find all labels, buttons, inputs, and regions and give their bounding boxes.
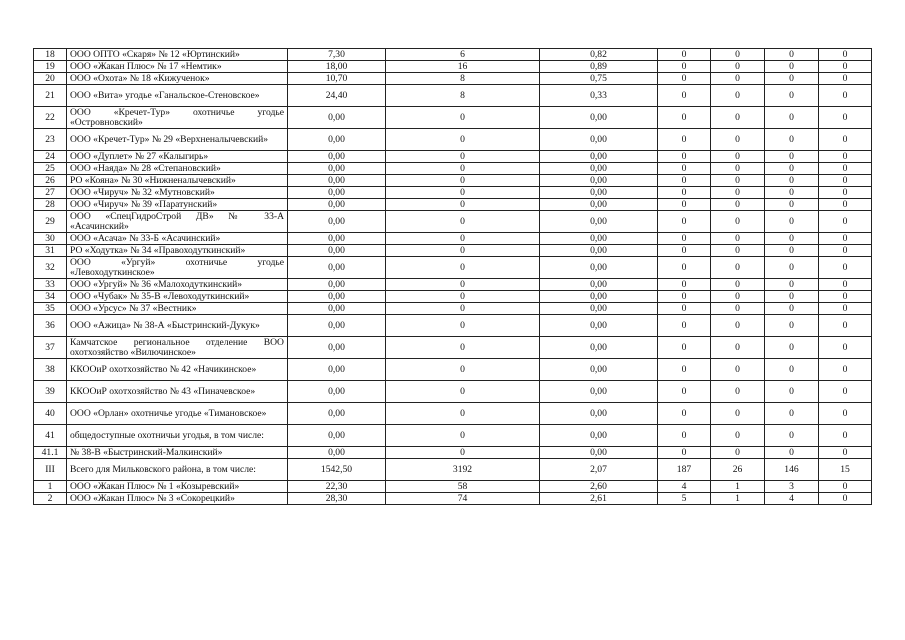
area-cell: 0,00: [288, 359, 386, 381]
quota-col-a-cell: 0: [711, 359, 765, 381]
row-number-cell: 34: [34, 291, 67, 303]
area-cell: 0,00: [288, 257, 386, 279]
area-cell: 0,00: [288, 211, 386, 233]
organization-name-cell: Всего для Мильковского района, в том числе:: [67, 459, 288, 481]
quota-col-b-cell: 146: [765, 459, 819, 481]
density-cell: 0,00: [540, 303, 658, 315]
quota-col-a-cell: 0: [711, 107, 765, 129]
quota-col-b-cell: 0: [765, 245, 819, 257]
quota-total-cell: 0: [658, 245, 711, 257]
quota-col-b-cell: 0: [765, 359, 819, 381]
quota-col-c-cell: 0: [819, 175, 872, 187]
organization-name-cell: ООО «Чируч» № 32 «Мутновский»: [67, 187, 288, 199]
count-cell: 8: [386, 85, 540, 107]
table-row: [34, 425, 872, 447]
quota-col-a-cell: 0: [711, 245, 765, 257]
quota-col-b-cell: 0: [765, 403, 819, 425]
area-cell: 24,40: [288, 85, 386, 107]
area-cell: 0,00: [288, 381, 386, 403]
quota-total-cell: 0: [658, 49, 711, 61]
density-cell: 0,00: [540, 291, 658, 303]
organization-name-cell: ООО «Кречет-Тур» охотничье угодье «Островновский»: [67, 107, 288, 129]
quota-total-cell: 5: [658, 493, 711, 505]
quota-col-a-cell: 0: [711, 257, 765, 279]
quota-total-cell: 0: [658, 257, 711, 279]
density-cell: 0,00: [540, 279, 658, 291]
organization-name-cell: РО «Ходутка» № 34 «Правоходуткинский»: [67, 245, 288, 257]
quota-col-b-cell: 0: [765, 447, 819, 459]
table-row: [34, 175, 872, 187]
row-number-cell: 33: [34, 279, 67, 291]
row-number-cell: 41: [34, 425, 67, 447]
quota-col-a-cell: 0: [711, 337, 765, 359]
organization-name-cell: Камчатское региональное отделение ВОО охотхозяйство «Вилючинское»: [67, 337, 288, 359]
quota-col-c-cell: 0: [819, 481, 872, 493]
quota-col-c-cell: 0: [819, 315, 872, 337]
quota-col-c-cell: 15: [819, 459, 872, 481]
area-cell: 0,00: [288, 279, 386, 291]
quota-col-c-cell: 0: [819, 49, 872, 61]
density-cell: 0,00: [540, 107, 658, 129]
count-cell: 0: [386, 233, 540, 245]
quota-col-a-cell: 0: [711, 279, 765, 291]
area-cell: 0,00: [288, 315, 386, 337]
quota-col-b-cell: 0: [765, 233, 819, 245]
quota-col-b-cell: 0: [765, 129, 819, 151]
quota-col-c-cell: 0: [819, 85, 872, 107]
quota-col-b-cell: 0: [765, 187, 819, 199]
organization-name-cell: ООО «Асача» № 33-Б «Асачинский»: [67, 233, 288, 245]
quota-col-b-cell: 0: [765, 381, 819, 403]
area-cell: 0,00: [288, 291, 386, 303]
count-cell: 0: [386, 425, 540, 447]
area-cell: 0,00: [288, 199, 386, 211]
quota-col-b-cell: 0: [765, 337, 819, 359]
density-cell: 0,00: [540, 233, 658, 245]
quota-col-b-cell: 0: [765, 175, 819, 187]
table-row: [34, 151, 872, 163]
area-cell: 0,00: [288, 163, 386, 175]
row-number-cell: 26: [34, 175, 67, 187]
count-cell: 0: [386, 403, 540, 425]
quota-col-a-cell: 1: [711, 481, 765, 493]
row-number-cell: 35: [34, 303, 67, 315]
document-sheet: [33, 48, 872, 505]
count-cell: 0: [386, 315, 540, 337]
count-cell: 0: [386, 175, 540, 187]
row-number-cell: 40: [34, 403, 67, 425]
quota-col-c-cell: 0: [819, 211, 872, 233]
quota-col-b-cell: 3: [765, 481, 819, 493]
quota-col-a-cell: 0: [711, 163, 765, 175]
quota-col-a-cell: 0: [711, 151, 765, 163]
count-cell: 0: [386, 129, 540, 151]
table-row: [34, 245, 872, 257]
quota-col-b-cell: 0: [765, 279, 819, 291]
quota-col-b-cell: 0: [765, 73, 819, 85]
quota-col-b-cell: 0: [765, 425, 819, 447]
table-row: [34, 381, 872, 403]
row-number-cell: 22: [34, 107, 67, 129]
quota-col-c-cell: 0: [819, 163, 872, 175]
row-number-cell: 41.1: [34, 447, 67, 459]
quota-col-c-cell: 0: [819, 359, 872, 381]
density-cell: 0,82: [540, 49, 658, 61]
row-number-cell: 27: [34, 187, 67, 199]
organization-name-cell: ККООиР охотхозяйство № 42 «Начикинское»: [67, 359, 288, 381]
quota-col-c-cell: 0: [819, 403, 872, 425]
count-cell: 0: [386, 151, 540, 163]
organization-name-cell: ООО «Жакан Плюс» № 1 «Козыревский»: [67, 481, 288, 493]
quota-total-cell: 0: [658, 381, 711, 403]
quota-total-cell: 0: [658, 291, 711, 303]
density-cell: 0,00: [540, 315, 658, 337]
count-cell: 6: [386, 49, 540, 61]
density-cell: 0,00: [540, 199, 658, 211]
density-cell: 0,00: [540, 425, 658, 447]
density-cell: 0,00: [540, 403, 658, 425]
density-cell: 2,61: [540, 493, 658, 505]
count-cell: 0: [386, 337, 540, 359]
quota-total-cell: 0: [658, 447, 711, 459]
density-cell: 0,00: [540, 175, 658, 187]
quota-total-cell: 0: [658, 315, 711, 337]
quota-col-a-cell: 0: [711, 175, 765, 187]
area-cell: 0,00: [288, 187, 386, 199]
quota-total-cell: 0: [658, 85, 711, 107]
organization-name-cell: ООО «Вита» угодье «Ганальское-Стеновское»: [67, 85, 288, 107]
quota-col-c-cell: 0: [819, 279, 872, 291]
quota-col-c-cell: 0: [819, 187, 872, 199]
area-cell: 1542,50: [288, 459, 386, 481]
quota-total-cell: 0: [658, 175, 711, 187]
organization-name-cell: общедоступные охотничьи угодья, в том числе:: [67, 425, 288, 447]
row-number-cell: 39: [34, 381, 67, 403]
quota-col-b-cell: 0: [765, 85, 819, 107]
quota-col-a-cell: 0: [711, 73, 765, 85]
count-cell: 0: [386, 359, 540, 381]
quota-col-c-cell: 0: [819, 337, 872, 359]
quota-col-c-cell: 0: [819, 233, 872, 245]
table-row: [34, 403, 872, 425]
quota-total-cell: 0: [658, 151, 711, 163]
density-cell: 0,00: [540, 163, 658, 175]
count-cell: 16: [386, 61, 540, 73]
density-cell: 0,33: [540, 85, 658, 107]
area-cell: 0,00: [288, 403, 386, 425]
quota-total-cell: 0: [658, 163, 711, 175]
quota-col-c-cell: 0: [819, 199, 872, 211]
density-cell: 0,89: [540, 61, 658, 73]
organization-name-cell: ООО «Охота» № 18 «Кижученок»: [67, 73, 288, 85]
quota-col-c-cell: 0: [819, 425, 872, 447]
table-row: [34, 315, 872, 337]
count-cell: 0: [386, 291, 540, 303]
count-cell: 0: [386, 279, 540, 291]
count-cell: 0: [386, 187, 540, 199]
quota-col-a-cell: 0: [711, 129, 765, 151]
quota-col-b-cell: 0: [765, 291, 819, 303]
area-cell: 0,00: [288, 151, 386, 163]
quota-col-a-cell: 26: [711, 459, 765, 481]
quota-col-c-cell: 0: [819, 61, 872, 73]
count-cell: 0: [386, 107, 540, 129]
quota-col-c-cell: 0: [819, 107, 872, 129]
quota-total-cell: 0: [658, 107, 711, 129]
table-row: [34, 303, 872, 315]
density-cell: 0,75: [540, 73, 658, 85]
row-number-cell: 31: [34, 245, 67, 257]
quota-col-c-cell: 0: [819, 381, 872, 403]
quota-col-b-cell: 0: [765, 107, 819, 129]
area-cell: 10,70: [288, 73, 386, 85]
area-cell: 0,00: [288, 129, 386, 151]
quota-col-b-cell: 0: [765, 49, 819, 61]
organization-name-cell: ООО ОПТО «Скаря» № 12 «Юртинский»: [67, 49, 288, 61]
density-cell: 0,00: [540, 129, 658, 151]
quota-col-b-cell: 0: [765, 315, 819, 337]
organization-name-cell: ООО «СпецГидроСтрой ДВ» № 33-А «Асачинский»: [67, 211, 288, 233]
row-number-cell: 21: [34, 85, 67, 107]
row-number-cell: 20: [34, 73, 67, 85]
table-row: [34, 257, 872, 279]
row-number-cell: 29: [34, 211, 67, 233]
count-cell: 0: [386, 245, 540, 257]
area-cell: 0,00: [288, 107, 386, 129]
area-cell: 0,00: [288, 337, 386, 359]
quota-col-c-cell: 0: [819, 129, 872, 151]
organization-name-cell: ООО «Кречет-Тур» № 29 «Верхненалычевский»: [67, 129, 288, 151]
quota-col-b-cell: 4: [765, 493, 819, 505]
organization-name-cell: ККООиР охотхозяйство № 43 «Пиначевское»: [67, 381, 288, 403]
count-cell: 0: [386, 211, 540, 233]
organization-name-cell: ООО «Дуплет» № 27 «Калыгирь»: [67, 151, 288, 163]
density-cell: 0,00: [540, 381, 658, 403]
row-number-cell: 2: [34, 493, 67, 505]
quota-col-c-cell: 0: [819, 303, 872, 315]
quota-total-cell: 0: [658, 129, 711, 151]
density-cell: 2,60: [540, 481, 658, 493]
area-cell: 0,00: [288, 425, 386, 447]
organization-name-cell: ООО «Наяда» № 28 «Степановский»: [67, 163, 288, 175]
count-cell: 74: [386, 493, 540, 505]
table-row: [34, 129, 872, 151]
row-number-cell: 25: [34, 163, 67, 175]
quota-col-b-cell: 0: [765, 303, 819, 315]
quota-col-a-cell: 0: [711, 187, 765, 199]
table-row: [34, 279, 872, 291]
quota-col-a-cell: 0: [711, 425, 765, 447]
organization-name-cell: ООО «Ургуй» № 36 «Малоходуткинский»: [67, 279, 288, 291]
count-cell: 0: [386, 381, 540, 403]
table-row: [34, 187, 872, 199]
quota-col-c-cell: 0: [819, 291, 872, 303]
quota-col-a-cell: 0: [711, 61, 765, 73]
count-cell: 58: [386, 481, 540, 493]
quota-total-cell: 0: [658, 211, 711, 233]
table-row: [34, 73, 872, 85]
quota-col-c-cell: 0: [819, 151, 872, 163]
table-body: [34, 49, 872, 505]
count-cell: 0: [386, 257, 540, 279]
quota-col-a-cell: 0: [711, 303, 765, 315]
quota-total-cell: 0: [658, 233, 711, 245]
quota-col-c-cell: 0: [819, 245, 872, 257]
table-row: [34, 85, 872, 107]
table-row: [34, 107, 872, 129]
quota-col-b-cell: 0: [765, 199, 819, 211]
organization-name-cell: ООО «Жакан Плюс» № 3 «Сокорецкий»: [67, 493, 288, 505]
quota-col-a-cell: 0: [711, 233, 765, 245]
count-cell: 0: [386, 447, 540, 459]
organization-name-cell: ООО «Чубак» № 35-В «Левоходуткинский»: [67, 291, 288, 303]
row-number-cell: 37: [34, 337, 67, 359]
quota-col-c-cell: 0: [819, 257, 872, 279]
quota-total-cell: 0: [658, 359, 711, 381]
area-cell: 0,00: [288, 175, 386, 187]
row-number-cell: 38: [34, 359, 67, 381]
count-cell: 3192: [386, 459, 540, 481]
row-number-cell: 28: [34, 199, 67, 211]
row-number-cell: 32: [34, 257, 67, 279]
organization-name-cell: № 38-В «Быстринский-Малкинский»: [67, 447, 288, 459]
quota-col-a-cell: 0: [711, 447, 765, 459]
density-cell: 0,00: [540, 245, 658, 257]
area-cell: 7,30: [288, 49, 386, 61]
row-number-cell: III: [34, 459, 67, 481]
table-row: [34, 459, 872, 481]
quota-col-c-cell: 0: [819, 73, 872, 85]
density-cell: 0,00: [540, 257, 658, 279]
quota-total-cell: 4: [658, 481, 711, 493]
quota-col-a-cell: 0: [711, 199, 765, 211]
quota-total-cell: 0: [658, 337, 711, 359]
quota-total-cell: 0: [658, 403, 711, 425]
count-cell: 0: [386, 303, 540, 315]
organization-name-cell: ООО «Орлан» охотничье угодье «Тимановское»: [67, 403, 288, 425]
count-cell: 0: [386, 163, 540, 175]
table-row: [34, 359, 872, 381]
quota-total-cell: 0: [658, 73, 711, 85]
table-row: [34, 337, 872, 359]
row-number-cell: 18: [34, 49, 67, 61]
count-cell: 8: [386, 73, 540, 85]
quota-total-cell: 0: [658, 187, 711, 199]
organization-name-cell: ООО «Ургуй» охотничье угодье «Левоходуткинское»: [67, 257, 288, 279]
quota-col-a-cell: 1: [711, 493, 765, 505]
area-cell: 0,00: [288, 245, 386, 257]
quota-col-b-cell: 0: [765, 151, 819, 163]
density-cell: 0,00: [540, 151, 658, 163]
quota-col-a-cell: 0: [711, 85, 765, 107]
row-number-cell: 24: [34, 151, 67, 163]
quota-col-a-cell: 0: [711, 381, 765, 403]
hunting-grounds-table: [33, 48, 872, 505]
area-cell: 0,00: [288, 303, 386, 315]
row-number-cell: 19: [34, 61, 67, 73]
quota-col-b-cell: 0: [765, 257, 819, 279]
quota-col-a-cell: 0: [711, 403, 765, 425]
table-row: [34, 199, 872, 211]
table-row: [34, 481, 872, 493]
quota-col-b-cell: 0: [765, 163, 819, 175]
organization-name-cell: РО «Коянa» № 30 «Нижненалычевский»: [67, 175, 288, 187]
density-cell: 2,07: [540, 459, 658, 481]
table-row: [34, 61, 872, 73]
quota-col-b-cell: 0: [765, 211, 819, 233]
table-row: [34, 49, 872, 61]
row-number-cell: 30: [34, 233, 67, 245]
table-row: [34, 493, 872, 505]
organization-name-cell: ООО «Урсус» № 37 «Вестник»: [67, 303, 288, 315]
quota-col-a-cell: 0: [711, 211, 765, 233]
quota-total-cell: 187: [658, 459, 711, 481]
quota-total-cell: 0: [658, 303, 711, 315]
quota-col-c-cell: 0: [819, 447, 872, 459]
organization-name-cell: ООО «Чируч» № 39 «Паратунский»: [67, 199, 288, 211]
row-number-cell: 36: [34, 315, 67, 337]
density-cell: 0,00: [540, 187, 658, 199]
organization-name-cell: ООО «Жакан Плюс» № 17 «Немтик»: [67, 61, 288, 73]
organization-name-cell: ООО «Ажица» № 38-А «Быстринский-Дукук»: [67, 315, 288, 337]
quota-total-cell: 0: [658, 425, 711, 447]
row-number-cell: 23: [34, 129, 67, 151]
density-cell: 0,00: [540, 211, 658, 233]
area-cell: 28,30: [288, 493, 386, 505]
table-row: [34, 211, 872, 233]
area-cell: 18,00: [288, 61, 386, 73]
quota-col-c-cell: 0: [819, 493, 872, 505]
table-row: [34, 233, 872, 245]
row-number-cell: 1: [34, 481, 67, 493]
area-cell: 0,00: [288, 447, 386, 459]
quota-col-a-cell: 0: [711, 315, 765, 337]
table-row: [34, 291, 872, 303]
density-cell: 0,00: [540, 337, 658, 359]
quota-total-cell: 0: [658, 279, 711, 291]
density-cell: 0,00: [540, 447, 658, 459]
count-cell: 0: [386, 199, 540, 211]
quota-total-cell: 0: [658, 61, 711, 73]
quota-col-b-cell: 0: [765, 61, 819, 73]
density-cell: 0,00: [540, 359, 658, 381]
quota-col-a-cell: 0: [711, 49, 765, 61]
area-cell: 22,30: [288, 481, 386, 493]
table-row: [34, 447, 872, 459]
table-row: [34, 163, 872, 175]
quota-total-cell: 0: [658, 199, 711, 211]
quota-col-a-cell: 0: [711, 291, 765, 303]
area-cell: 0,00: [288, 233, 386, 245]
